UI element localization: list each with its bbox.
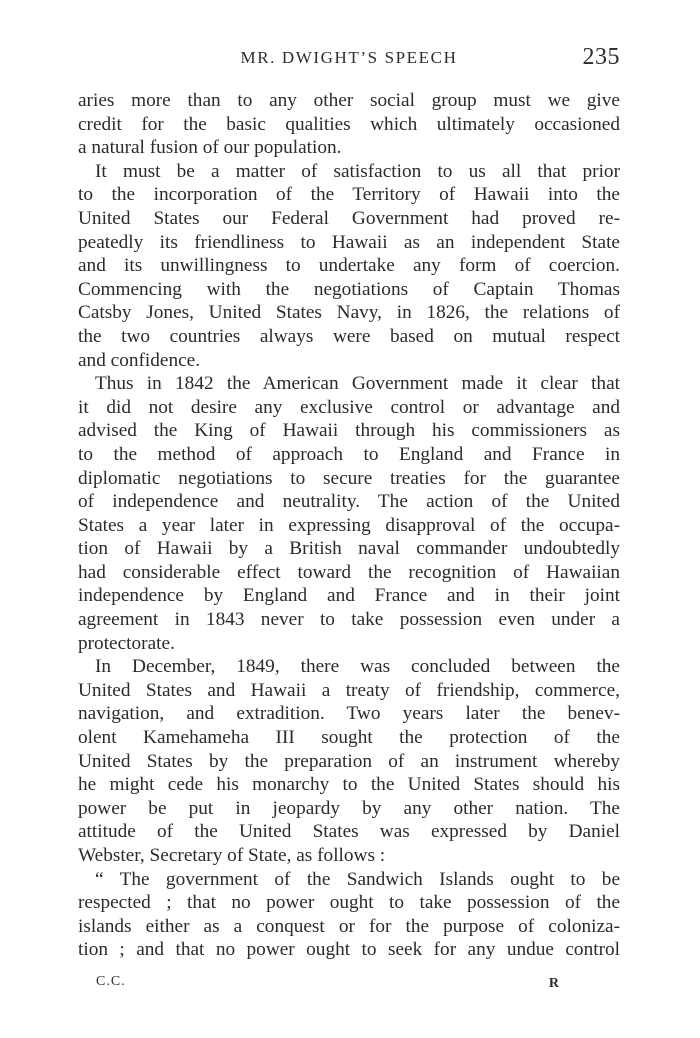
- text-line: respected ; that no power ought to take possession of the: [78, 892, 620, 914]
- text-line: of independence and neutrality. The action of the United: [78, 491, 620, 513]
- text-line: United States and Hawaii a treaty of friendship, commerce,: [78, 679, 620, 701]
- running-title: MR. DWIGHT’S SPEECH: [240, 48, 458, 67]
- text-line: United States our Federal Government had proved re-: [78, 207, 620, 229]
- text-line: agreement in 1843 never to take possession even under a: [78, 609, 620, 631]
- text-line: a natural fusion of our population.: [78, 137, 342, 159]
- text-line: tion ; and that no power ought to seek for any undue control: [78, 939, 620, 961]
- text-line: tion of Hawaii by a British naval commander undoubtedly: [78, 538, 620, 560]
- text-line: credit for the basic qualities which ultimately occasioned: [78, 113, 620, 135]
- text-line: power be put in jeopardy by any other nation. The: [78, 797, 620, 819]
- running-head: [78, 44, 620, 74]
- text-line: it did not desire any exclusive control or advantage and: [78, 396, 620, 418]
- text-line: attitude of the United States was expressed by Daniel: [78, 821, 620, 843]
- text-line: to the incorporation of the Territory of Hawaii into the: [78, 184, 620, 206]
- footer: [96, 974, 560, 996]
- text-line: United States by the preparation of an instrument whereby: [78, 750, 620, 772]
- text-line: aries more than to any other social group must we give: [78, 90, 620, 111]
- text-line: had considerable effect toward the recognition of Hawaiian: [78, 561, 620, 583]
- text-line: peatedly its friendliness to Hawaii as an independent State: [78, 231, 620, 253]
- page-number: 235: [582, 44, 620, 70]
- text-line: It must be a matter of satisfaction to us all that prior: [95, 160, 620, 182]
- text-line: independence by England and France and in their joint: [78, 585, 620, 607]
- text-line: In December, 1849, there was concluded between the: [95, 656, 620, 678]
- text-line: islands either as a conquest or for the purpose of coloniza-: [78, 915, 620, 937]
- text-line: Commencing with the negotiations of Captain Thomas: [78, 278, 620, 300]
- text-line: Thus in 1842 the American Government made it clear that: [95, 373, 620, 395]
- body-text: [78, 89, 620, 962]
- text-line: diplomatic negotiations to secure treaties for the guarantee: [78, 467, 620, 489]
- text-line: olent Kamehameha III sought the protection of the: [78, 727, 620, 749]
- text-line: navigation, and extradition. Two years later the benev-: [78, 703, 620, 725]
- text-line: and its unwillingness to undertake any form of coercion.: [78, 255, 620, 277]
- text-line: the two countries always were based on mutual respect: [78, 325, 620, 347]
- text-line: protectorate.: [78, 632, 175, 654]
- signature-mark: C.C.: [96, 974, 126, 989]
- text-line: he might cede his monarchy to the United States should his: [78, 774, 620, 796]
- text-line: States a year later in expressing disapproval of the occupa-: [78, 514, 620, 536]
- text-line: to the method of approach to England and France in: [78, 443, 620, 465]
- text-line: Webster, Secretary of State, as follows :: [78, 845, 386, 866]
- text-line: and confidence.: [78, 349, 201, 371]
- gathering-mark: R: [548, 976, 560, 991]
- text-line: Catsby Jones, United States Navy, in 1826, the relations of: [78, 302, 620, 324]
- text-line: “ The government of the Sandwich Islands ought to be: [95, 868, 620, 890]
- text-line: advised the King of Hawaii through his commissioners as: [78, 420, 620, 442]
